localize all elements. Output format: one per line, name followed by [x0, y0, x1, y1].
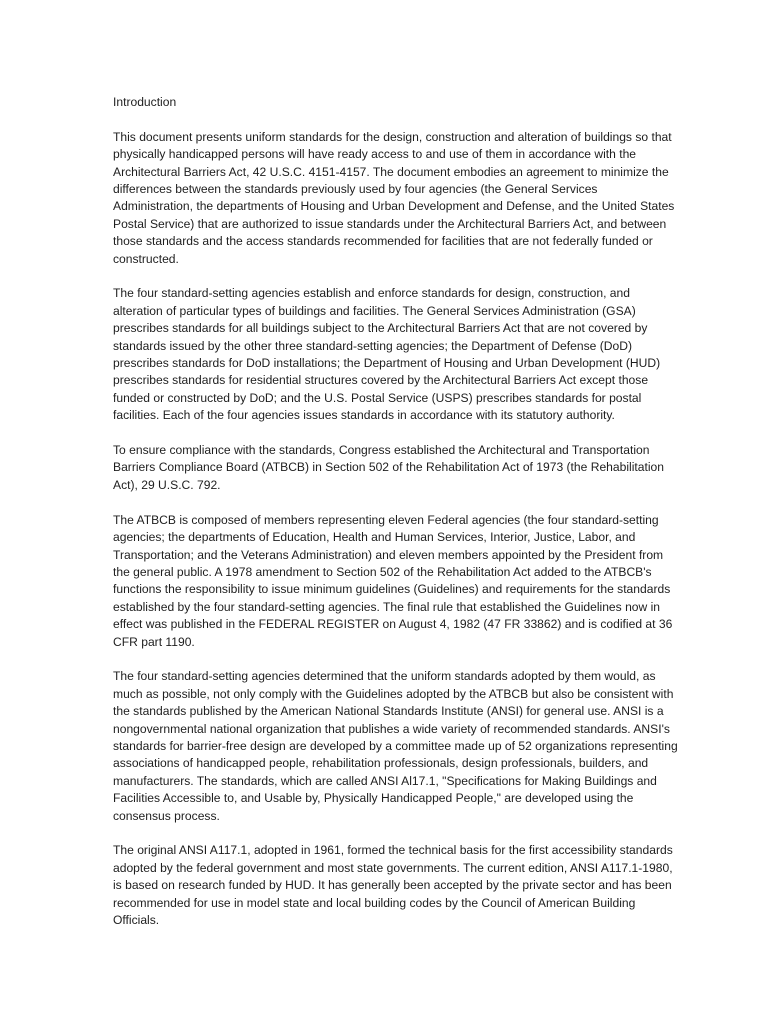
section-heading: Introduction — [113, 95, 177, 109]
paragraph-compliance: To ensure compliance with the standards, Congress established the Architectural and Transportation Barriers Compliance Board (ATBCB) in Section 502 of the Rehabilitation Act of 1973 (the Rehabilitation Act), 29 U.S.C. 792. — [113, 443, 665, 492]
paragraph-agencies: The four standard-setting agencies establish and enforce standards for design, construction, and alteration of particular types of buildings and facilities. The General Services Administration (GSA) prescribes standards for all buildings subject to the Architectural Barriers Act that are not covered by standards issued by the other three standard-setting agencies; the Department of Defense (DoD) prescribes standards for DoD installations; the Department of Housing and Urban Development (HUD) prescribes standards for residential structures covered by the Architectural Barriers Act except those funded or constructed by DoD; and the U.S. Postal Service (USPS) prescribes standards for postal facilities. Each of the four agencies issues standards in accordance with its statutory authority. — [113, 286, 661, 423]
paragraph-atbcb: The ATBCB is composed of members representing eleven Federal agencies (the four standard-setting agencies; the departments of Education, Health and Human Services, Interior, Justice, Labor, and Transportation; and the Veterans Administration) and eleven members appointed by the President from the general public. A 1978 amendment to Section 502 of the Rehabilitation Act added to the ATBCB's functions the responsibility to issue minimum guidelines (Guidelines) and requirements for the standards established by the four standard-setting agencies. The final rule that established the Guidelines now in effect was published in the FEDERAL REGISTER on August 4, 1982 (47 FR 33862) and is codified at 36 CFR part 1190. — [113, 512, 673, 649]
paragraph-ansi: The four standard-setting agencies determined that the uniform standards adopted by them would, as much as possible, not only comply with the Guidelines adopted by the ATBCB but also be consistent with the standards published by the American National Standards Institute (ANSI) for general use. ANSI is a nongovernmental national organization that publishes a wide variety of recommended standards. ANSI's standards for barrier-free design are developed by a committee made up of 52 organizations representing associations of handicapped people, rehabilitation professionals, design professionals, builders, and manufacturers. The standards, which are called ANSI Al17.1, "Specifications for Making Buildings and Facilities Accessible to, and Usable by, Physically Handicapped People," are developed using the consensus process. — [113, 669, 678, 823]
paragraph-original-ansi: The original ANSI A117.1, adopted in 1961, formed the technical basis for the first accessibility standards adopted by the federal government and most state governments. The current edition, ANSI A117.1-1980, is based on research funded by HUD. It has generally been accepted by the private sector and has been recommended for use in model state and local building codes by the Council of American Building Officials. — [113, 843, 673, 927]
paragraph-purpose: This document presents uniform standards for the design, construction and alteration of buildings so that physically handicapped persons will have ready access to and use of them in accordance with the Architectural Barriers Act, 42 U.S.C. 4151-4157. The document embodies an agreement to minimize the differences between the standards previously used by four agencies (the General Services Administration, the departments of Housing and Urban Development and Defense, and the United States Postal Service) that are authorized to issue standards under the Architectural Barriers Act, and between those standards and the access standards recommended for facilities that are not federally funded or constructed. — [113, 129, 675, 266]
